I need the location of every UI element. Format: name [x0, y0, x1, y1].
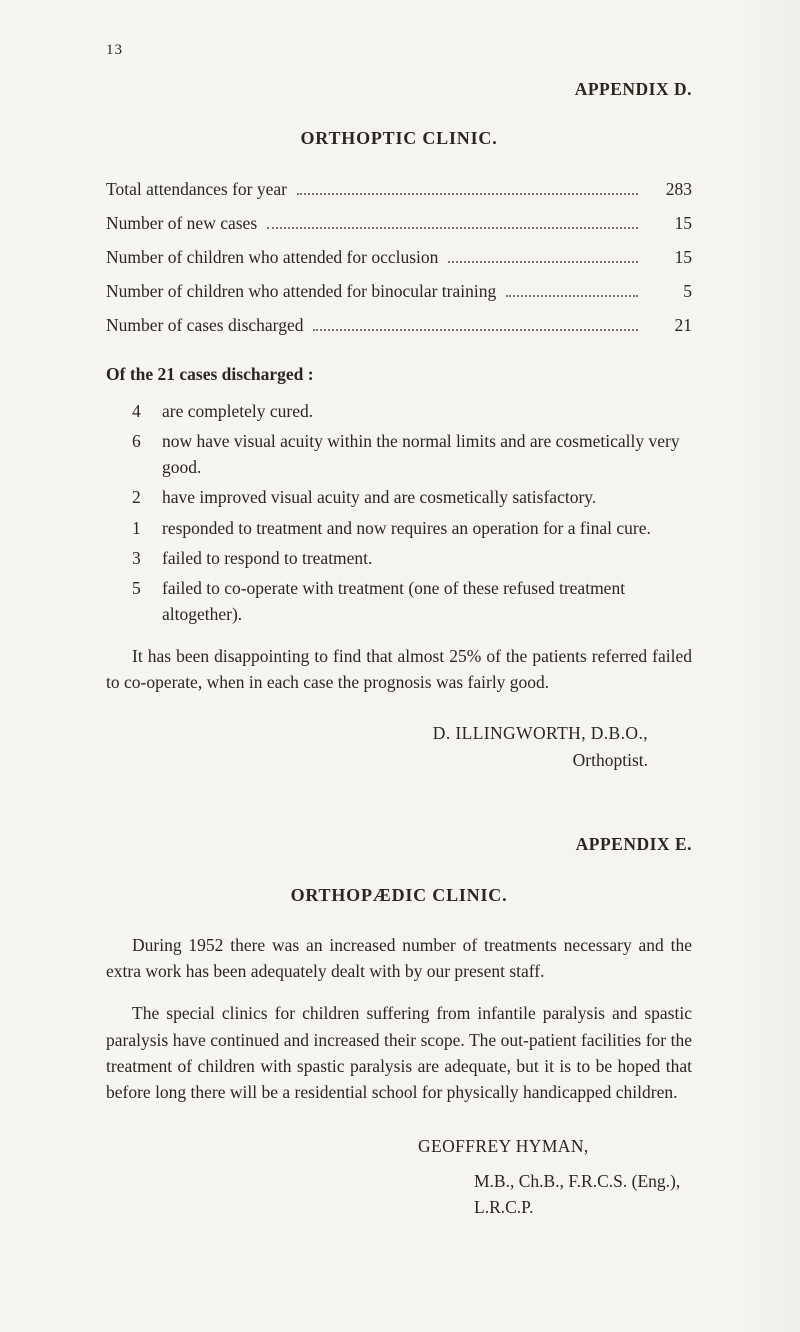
- signature-name: GEOFFREY HYMAN,: [418, 1136, 589, 1157]
- closing-paragraph: It has been disappointing to find that almost 25% of the patients referred failed to co-operate, when in each case the prognosis was fairly good.: [106, 646, 692, 693]
- stat-value: 15: [674, 247, 692, 267]
- item-text: have improved visual acuity and are cosmetically satisfactory.: [162, 487, 597, 508]
- list-item: [132, 399, 692, 424]
- stat-value: 5: [683, 281, 692, 301]
- stat-value: 21: [674, 315, 692, 335]
- dotted-leader: [267, 227, 638, 229]
- item-text: are completely cured.: [162, 401, 314, 421]
- list-item: [132, 485, 692, 510]
- stat-row: [106, 213, 692, 234]
- qualification-line: L.R.C.P.: [474, 1196, 534, 1217]
- item-number: 5: [132, 578, 141, 599]
- stat-label: Number of children who attended for binocular training: [106, 281, 497, 301]
- appendix-d-heading: APPENDIX D.: [574, 79, 692, 99]
- stat-row: [106, 315, 692, 336]
- discharged-cases-heading: Of the 21 cases discharged :: [106, 364, 314, 384]
- signature-title: Orthoptist.: [572, 749, 648, 770]
- item-number: 1: [132, 517, 141, 538]
- qualification-line: M.B., Ch.B., F.R.C.S. (Eng.),: [474, 1170, 681, 1191]
- orthopaedic-clinic-title: ORTHOPÆDIC CLINIC.: [290, 884, 508, 905]
- paragraph: During 1952 there was an increased number of treatments necessary and the extra work has been adequately dealt with by our present staff.: [106, 934, 692, 981]
- dotted-leader: [506, 295, 638, 297]
- item-number: 3: [132, 547, 141, 568]
- list-item: [132, 516, 692, 541]
- list-item: [132, 576, 692, 627]
- item-text: failed to co-operate with treatment (one of these refused treatment altogether).: [162, 578, 626, 624]
- item-text: failed to respond to treatment.: [162, 547, 373, 568]
- dotted-leader: [448, 261, 638, 263]
- item-text: now have visual acuity within the normal limits and are cosmetically very good.: [162, 431, 680, 477]
- stat-label: Number of children who attended for occlusion: [106, 247, 439, 267]
- list-item: [132, 546, 692, 571]
- dotted-leader: [297, 193, 638, 195]
- page-number: 13: [106, 42, 123, 58]
- stat-label: Number of cases discharged: [106, 315, 304, 335]
- dotted-leader: [313, 329, 638, 331]
- stat-row: [106, 247, 692, 268]
- appendix-e-heading: APPENDIX E.: [575, 833, 692, 854]
- stat-row: [106, 179, 692, 200]
- paragraph: The special clinics for children suffering from infantile paralysis and spastic paralysis have continued and increased their scope. The out-patient facilities for the treatment of children with spastic paralysis are adequate, but it is to be hoped that before long there will be a residential school for physically handicapped children.: [106, 1003, 692, 1102]
- orthoptic-stats-list: [106, 179, 692, 336]
- orthoptic-clinic-title: ORTHOPTIC CLINIC.: [300, 128, 498, 148]
- item-number: 2: [132, 487, 141, 508]
- item-number: 4: [132, 401, 141, 421]
- item-text: responded to treatment and now requires an operation for a final cure.: [162, 517, 651, 538]
- signature-qualifications: [418, 1168, 692, 1221]
- stat-label: Number of new cases: [106, 213, 258, 233]
- stat-value: 283: [665, 179, 692, 199]
- stat-label: Total attendances for year: [106, 179, 287, 199]
- item-number: 6: [132, 431, 141, 452]
- surgeon-signature: [106, 1133, 692, 1220]
- orthoptist-signature: [106, 720, 648, 774]
- list-item: [132, 429, 692, 480]
- signature-name: D. ILLINGWORTH, D.B.O.,: [432, 722, 648, 743]
- discharged-cases-list: [106, 399, 692, 627]
- stat-row: [106, 281, 692, 302]
- stat-value: 15: [674, 213, 692, 233]
